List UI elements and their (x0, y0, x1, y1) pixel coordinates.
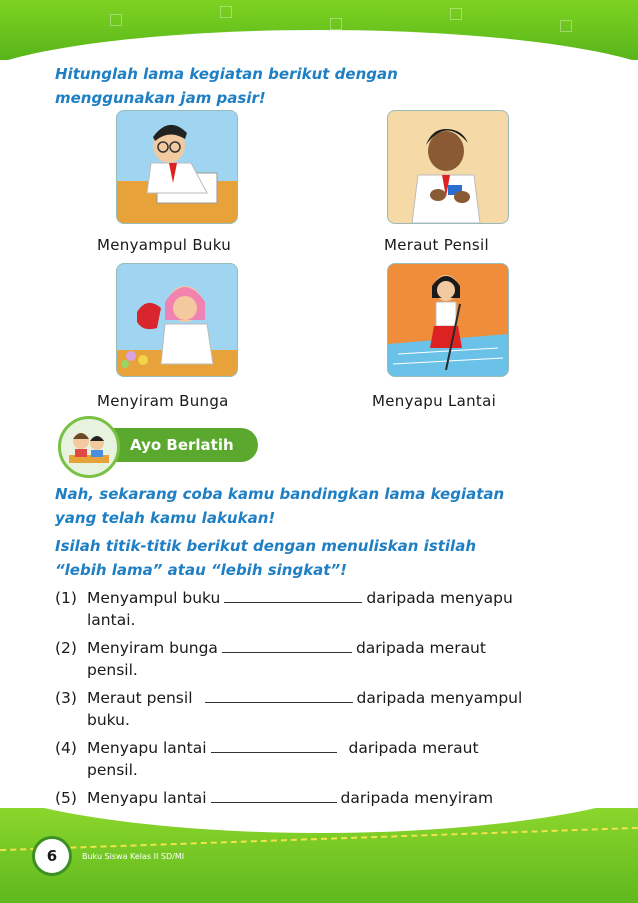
question-list (55, 587, 585, 837)
question-item: (3) Meraut pensil daripada menyampul buku. (55, 689, 523, 729)
answer-blank-2[interactable] (222, 638, 352, 653)
girl-sweeping-floor-illustration (387, 263, 509, 377)
children-studying-icon (58, 416, 120, 478)
caption-meraut-pensil: Meraut Pensil (384, 236, 489, 254)
boy-covering-book-illustration (116, 110, 238, 224)
page-number: 6 (32, 836, 72, 876)
question-item: (5) Menyapu lantai daripada menyiram (55, 789, 494, 807)
ayo-berlatih-badge (58, 416, 268, 476)
caption-menyampul-buku: Menyampul Buku (97, 236, 232, 254)
question-item: (4) Menyapu lantai daripada meraut pensil. (55, 739, 479, 779)
book-title-footer: Buku Siswa Kelas II SD/MI (82, 852, 185, 861)
compare-instruction: Nah, sekarang coba kamu bandingkan lama kegiatan yang telah kamu lakukan! (55, 485, 505, 527)
caption-menyapu-lantai: Menyapu Lantai (372, 392, 497, 410)
intro-instruction: Hitunglah lama kegiatan berikut dengan menggunakan jam pasir! (55, 65, 398, 107)
boy-sharpening-pencil-illustration (387, 110, 509, 224)
answer-blank-1[interactable] (224, 588, 362, 603)
badge-label: Ayo Berlatih (102, 428, 258, 462)
answer-blank-4[interactable] (211, 738, 337, 753)
caption-menyiram-bunga: Menyiram Bunga (97, 392, 229, 410)
answer-blank-3[interactable] (205, 688, 353, 703)
question-item: (1) Menyampul buku daripada menyapu lantai. (55, 589, 513, 629)
answer-blank-5[interactable] (211, 788, 337, 803)
fill-in-instruction: Isilah titik-titik berikut dengan menuliskan istilah “lebih lama” atau “lebih singkat”! (55, 537, 477, 579)
question-item: (2) Menyiram bunga daripada meraut pensil. (55, 639, 486, 679)
top-decorative-band (0, 0, 638, 60)
girl-watering-flowers-illustration (116, 263, 238, 377)
